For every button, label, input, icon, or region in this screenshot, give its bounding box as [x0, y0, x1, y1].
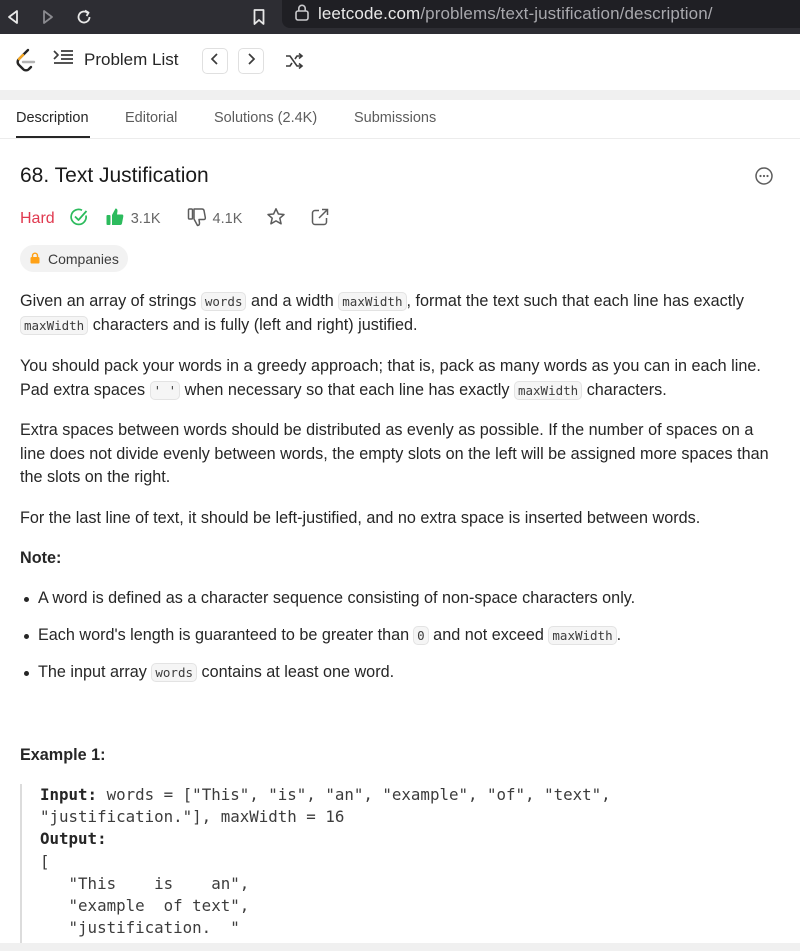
example-code-block — [20, 784, 780, 951]
likes-count: 3.1K — [130, 211, 161, 227]
tab-submissions[interactable]: Submissions — [354, 110, 437, 126]
tab-editorial[interactable]: Editorial — [125, 110, 178, 126]
example-input-line — [40, 784, 780, 806]
text: when necessary so that each line has exactly — [180, 380, 514, 399]
solved-check-icon — [69, 207, 89, 232]
thumbs-up-icon — [105, 207, 125, 232]
chevron-left-icon — [210, 52, 220, 70]
bottom-edge — [0, 943, 800, 951]
prev-problem-button[interactable] — [202, 48, 228, 74]
bullet-dot — [24, 634, 29, 639]
output-value: [ — [40, 851, 50, 871]
text: characters and is fully (left and right) justified. — [88, 315, 418, 334]
input-label: Input: — [40, 785, 98, 804]
forward-icon[interactable] — [35, 4, 61, 30]
app-header — [0, 34, 800, 90]
url-domain: leetcode.com — [318, 4, 421, 23]
browser-toolbar — [0, 0, 800, 34]
tab-bar — [0, 100, 800, 139]
reload-icon[interactable] — [71, 4, 97, 30]
note-heading: Note: — [20, 549, 62, 567]
inline-code: 0 — [413, 626, 429, 645]
bullet-dot — [24, 671, 29, 676]
description-paragraph-4: For the last line of text, it should be left-justified, and no extra space is inserted between words. — [20, 509, 701, 527]
description-paragraph-3: Extra spaces between words should be distributed as evenly as possible. If the number of spaces on a line does not divide evenly between words, the empty slots on the left will be assigned more spaces than the slots on the right. — [20, 421, 769, 486]
text: Given an array of strings — [20, 292, 201, 310]
chevron-right-icon — [246, 52, 256, 70]
companies-label: Companies — [48, 250, 119, 267]
text: A word is defined as a character sequence consisting of non-space characters only. — [38, 589, 636, 607]
inline-code: maxWidth — [20, 316, 88, 335]
list-item — [24, 589, 635, 608]
text: and not exceed — [428, 626, 549, 644]
problem-list-button[interactable] — [52, 48, 178, 71]
url-path: /problems/text-justification/description/ — [420, 4, 713, 23]
text: and a width — [246, 292, 339, 310]
shuffle-icon[interactable] — [284, 52, 304, 75]
leetcode-logo-icon[interactable] — [14, 48, 38, 79]
inline-code: words — [151, 663, 197, 682]
description-paragraph-1 — [20, 290, 780, 337]
star-icon[interactable] — [266, 207, 286, 232]
more-options-icon[interactable] — [754, 166, 774, 191]
share-icon[interactable] — [310, 207, 330, 232]
thumbs-down-icon — [187, 207, 207, 232]
bookmark-icon[interactable] — [246, 4, 272, 30]
problem-list-label: Problem List — [84, 49, 179, 69]
output-label: Output: — [40, 829, 107, 849]
lock-icon — [294, 3, 310, 26]
problem-meta — [20, 208, 330, 230]
text: . — [616, 626, 622, 644]
description-paragraph-2 — [20, 355, 780, 402]
tab-solutions[interactable]: Solutions (2.4K) — [214, 110, 318, 126]
address-bar[interactable] — [282, 0, 800, 28]
text: contains at least one word. — [197, 663, 395, 681]
inline-code: words — [201, 292, 247, 311]
bullet-dot — [24, 597, 29, 602]
description-panel — [0, 100, 800, 951]
output-value: "example of text", — [40, 896, 250, 916]
url-text — [318, 4, 713, 24]
layout-gap — [0, 90, 800, 100]
like-button[interactable] — [105, 207, 161, 232]
text: Each word's length is guaranteed to be greater than — [38, 626, 410, 644]
dislike-button[interactable] — [187, 207, 243, 232]
input-value: words = ["This", "is", "an", "example", "of", "text", — [97, 785, 611, 804]
problem-title: 68. Text Justification — [20, 164, 209, 187]
example-output-line — [40, 828, 780, 850]
companies-tag[interactable] — [20, 245, 128, 272]
text: characters. — [582, 380, 667, 399]
list-item — [24, 626, 621, 645]
inline-code: maxWidth — [338, 292, 406, 311]
list-icon — [52, 48, 74, 71]
dislikes-count: 4.1K — [212, 211, 243, 227]
text: , format the text such that each line has exactly — [406, 292, 744, 310]
difficulty-badge: Hard — [20, 210, 55, 227]
input-value-cont: "justification."], maxWidth = 16 — [40, 807, 345, 827]
tab-description[interactable]: Description — [16, 110, 90, 138]
next-problem-button[interactable] — [238, 48, 264, 74]
back-icon[interactable] — [0, 4, 26, 30]
output-value: "This is an", — [40, 873, 250, 893]
inline-code: maxWidth — [548, 626, 616, 645]
lock-icon — [29, 251, 41, 267]
inline-code: maxWidth — [514, 381, 582, 400]
inline-code: ' ' — [150, 381, 181, 400]
output-value: "justification. " — [40, 918, 240, 938]
example-heading: Example 1: — [20, 746, 106, 764]
list-item — [24, 663, 394, 682]
text: The input array — [38, 663, 152, 681]
text: You should pack your words in a greedy approach; that is, pack as many words as you can in each line. Pad extra spaces — [20, 357, 761, 399]
